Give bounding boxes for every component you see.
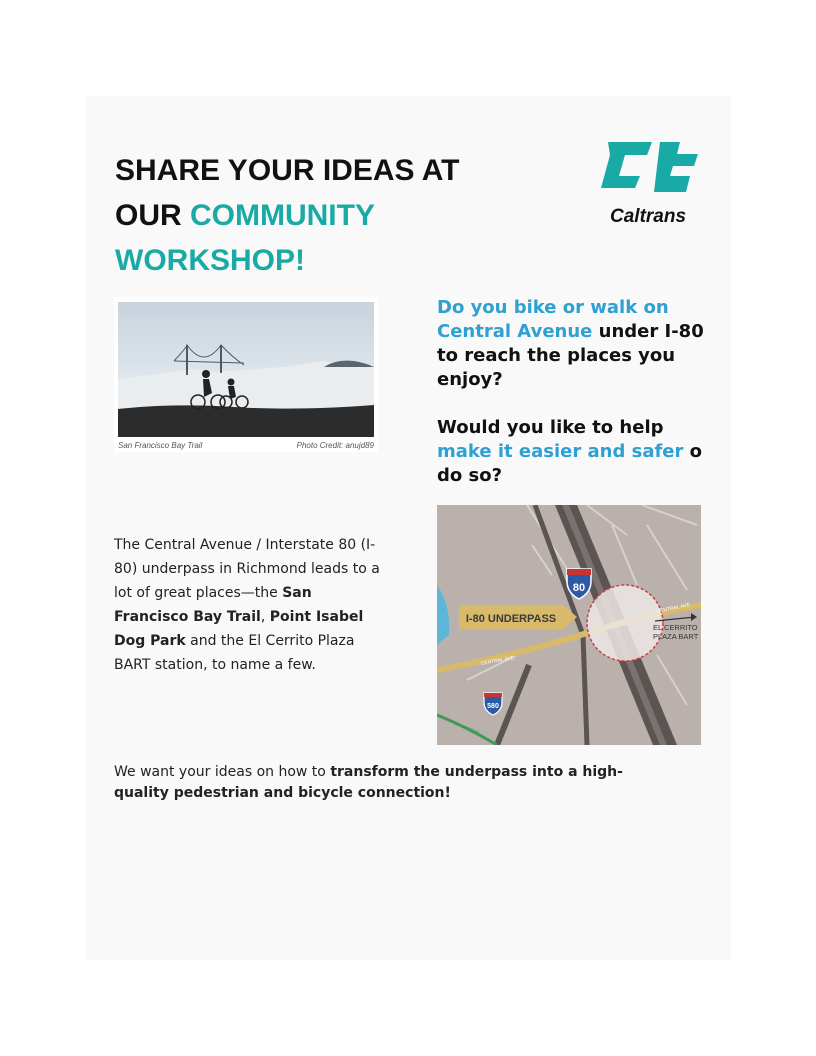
description-text-3: and the El Cerrito Plaza BART station, to name a few. [114,633,355,673]
photo-caption: San Francisco Bay Trail [118,441,203,450]
closing-text: We want your ideas on how to [114,764,331,780]
underpass-map-graphic [437,505,701,745]
bay-trail-bold: San Francisco Bay Trail [114,585,312,625]
street-label-central-ave-left: CENTRAL AVE [480,655,515,667]
shield-80-label: 80 [572,582,586,594]
question-2 [437,416,717,488]
question-2-end: o do so? [437,441,703,486]
heading-community: COMMUNITY [190,199,375,232]
question-1-rest: under I-80 to reach the places you enjoy? [437,321,704,390]
closing-statement [114,762,634,804]
description-text-2: , [260,609,270,625]
underpass-map [437,505,701,745]
bay-trail-photo-image [114,297,378,452]
caltrans-ct-logo [598,140,704,226]
heading-line-2-dark: OUR [115,199,190,232]
photo-credit: Photo Credit: anujd89 [296,441,374,450]
caltrans-wordmark: Caltrans [610,206,687,226]
map-destination-label: EL CERRITO PLAZA BART [653,623,699,641]
map-callout-label: I-80 UNDERPASS [465,613,557,625]
description-text-1: The Central Avenue / Interstate 80 (I-80) underpass in Richmond leads to a lot of great places—the [114,537,380,601]
question-2-start: Would you like to help [437,417,664,438]
heading-line-1: SHARE YOUR IDEAS AT [115,154,460,187]
heading-workshop: WORKSHOP! [115,244,305,277]
closing-bold-text: transform the underpass into a high-quality pedestrian and bicycle connection! [114,764,623,801]
caltrans-logo-graphic [598,140,704,226]
question-1 [437,296,717,392]
question-1-highlight: Do you bike or walk on Central Avenue [437,297,669,342]
question-2-highlight: make it easier and safer [437,441,684,462]
intro-questions [437,296,717,488]
bay-trail-photo [114,297,378,452]
street-label-central-ave-right: CENTRAL AVE [656,602,691,615]
trail-label: SF BAY TRAIL [454,721,482,735]
dog-park-bold: Point Isabel Dog Park [114,609,364,649]
shield-580-label: 580 [487,703,499,710]
flyer-heading [115,148,555,283]
underpass-description [114,533,384,677]
